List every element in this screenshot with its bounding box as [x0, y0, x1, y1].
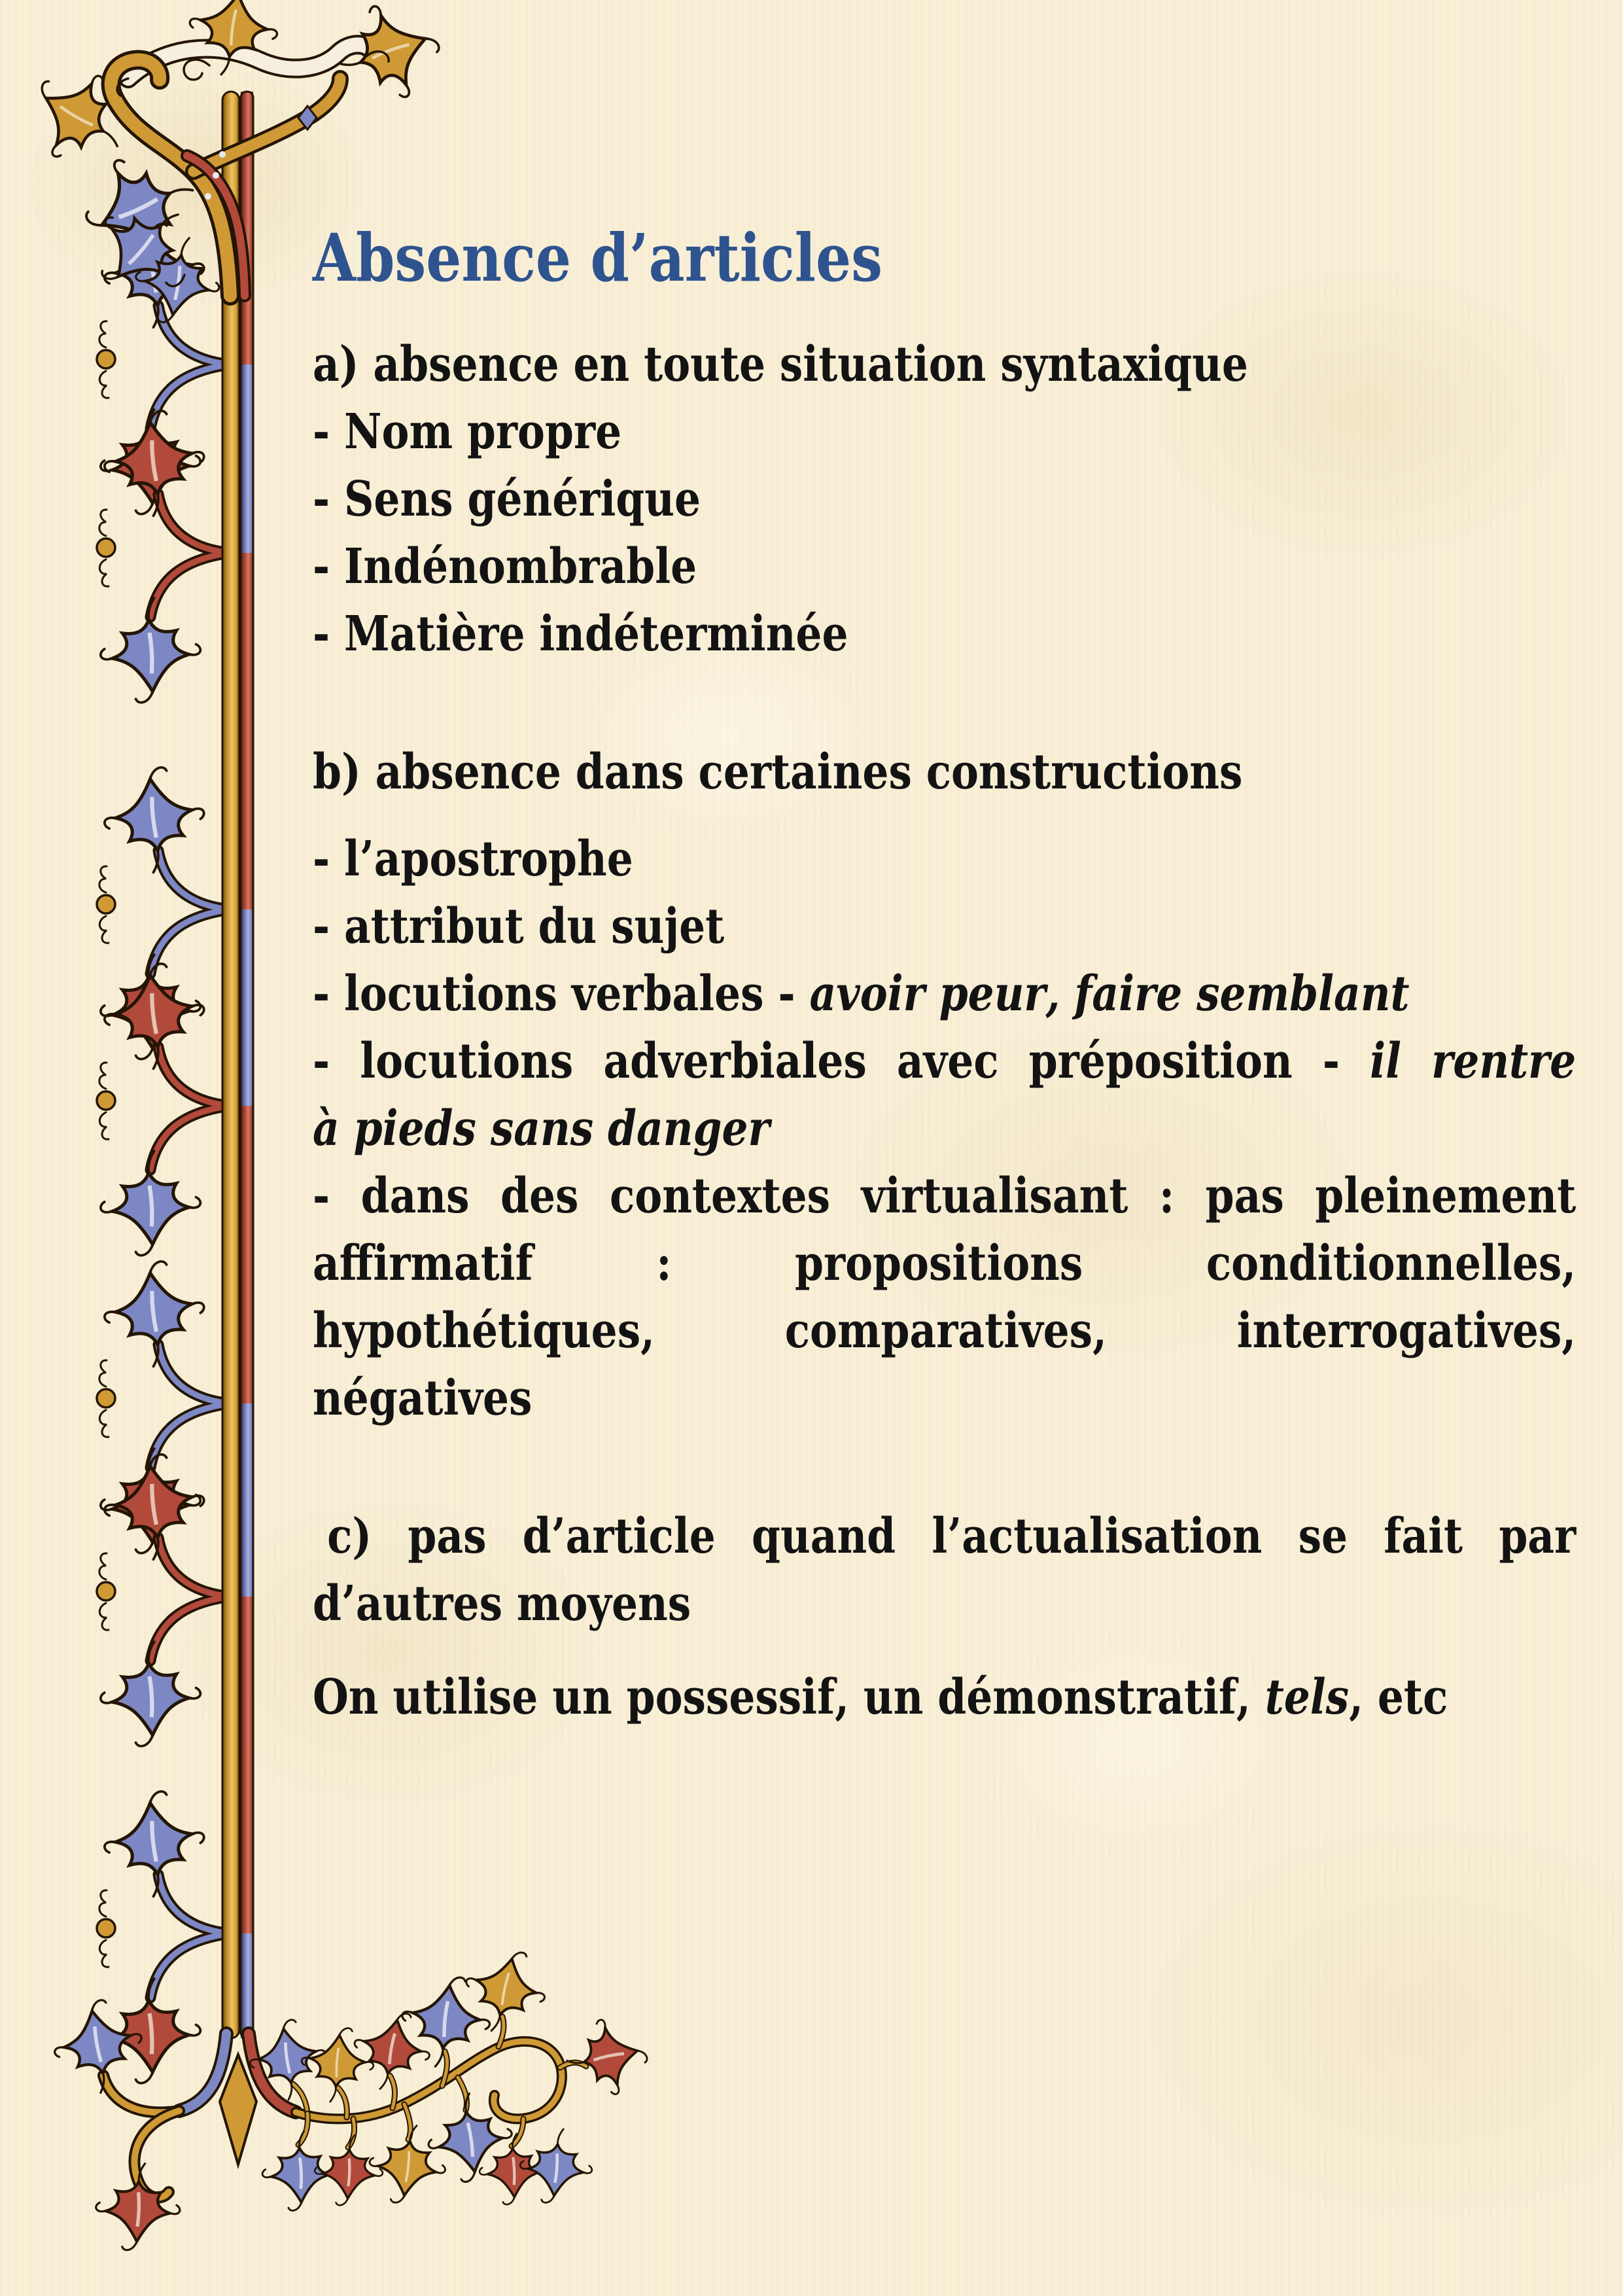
text-run: affirmatif : propositions conditionnelles,: [313, 1235, 1577, 1292]
text-run: - locutions verbales -: [313, 966, 810, 1022]
vine-sprouts: [97, 219, 230, 2085]
note-line: [313, 1664, 1576, 1731]
text-column: [313, 221, 1576, 1731]
vertical-bar: [222, 92, 253, 2038]
text-run: , etc: [1349, 1669, 1448, 1725]
bullet-item: [313, 601, 1576, 668]
italic-run: il rentre: [1370, 1033, 1577, 1089]
text-run: d’autres moyens: [313, 1576, 691, 1632]
bullet-item: [313, 1570, 1576, 1638]
text-run: b) absence dans certaines constructions: [313, 744, 1243, 800]
text-blocks: [313, 331, 1576, 1731]
text-run: - locutions adverbiales avec préposition -: [313, 1033, 1370, 1089]
justified-line: [313, 1230, 1576, 1298]
text-run: - Sens générique: [313, 471, 701, 527]
justified-line: [313, 1503, 1576, 1570]
text-run: - Matière indéterminée: [313, 606, 848, 662]
text-run: - dans des contextes virtualisant : pas pleinement: [313, 1168, 1577, 1224]
section-heading: [313, 739, 1576, 806]
text-run: - Indénombrable: [313, 539, 697, 595]
bullet-item: [313, 398, 1576, 466]
text-run: c) pas d’article quand l’actualisation se fait par: [327, 1508, 1577, 1564]
bullet-item: [313, 893, 1576, 961]
section-heading: [313, 331, 1576, 398]
text-run: a) absence en toute situation syntaxique: [313, 336, 1248, 393]
text-run: - l’apostrophe: [313, 831, 633, 887]
text-run: hypothétiques, comparatives, interrogatives,: [313, 1303, 1577, 1359]
page-title: Absence d’articles: [313, 219, 882, 296]
justified-line: [313, 1028, 1576, 1095]
bullet-item: [313, 533, 1576, 601]
bullet-item: [313, 1095, 1576, 1163]
italic-run: avoir peur, faire semblant: [809, 966, 1410, 1022]
justified-line: [313, 1298, 1576, 1365]
bullet-item: [313, 961, 1576, 1028]
text-run: négatives: [313, 1370, 532, 1426]
justified-line: [313, 1163, 1576, 1230]
bullet-item: [313, 826, 1576, 893]
bottom-flourish: [47, 1943, 653, 2252]
text-run: - attribut du sujet: [313, 898, 725, 955]
bullet-item: [313, 466, 1576, 533]
text-run: - Nom propre: [313, 404, 622, 460]
bullet-item: [313, 1365, 1576, 1432]
italic-run: à pieds sans danger: [313, 1101, 770, 1157]
text-run: On utilise un possessif, un démonstratif,: [313, 1669, 1265, 1725]
italic-run: tels: [1265, 1669, 1350, 1725]
